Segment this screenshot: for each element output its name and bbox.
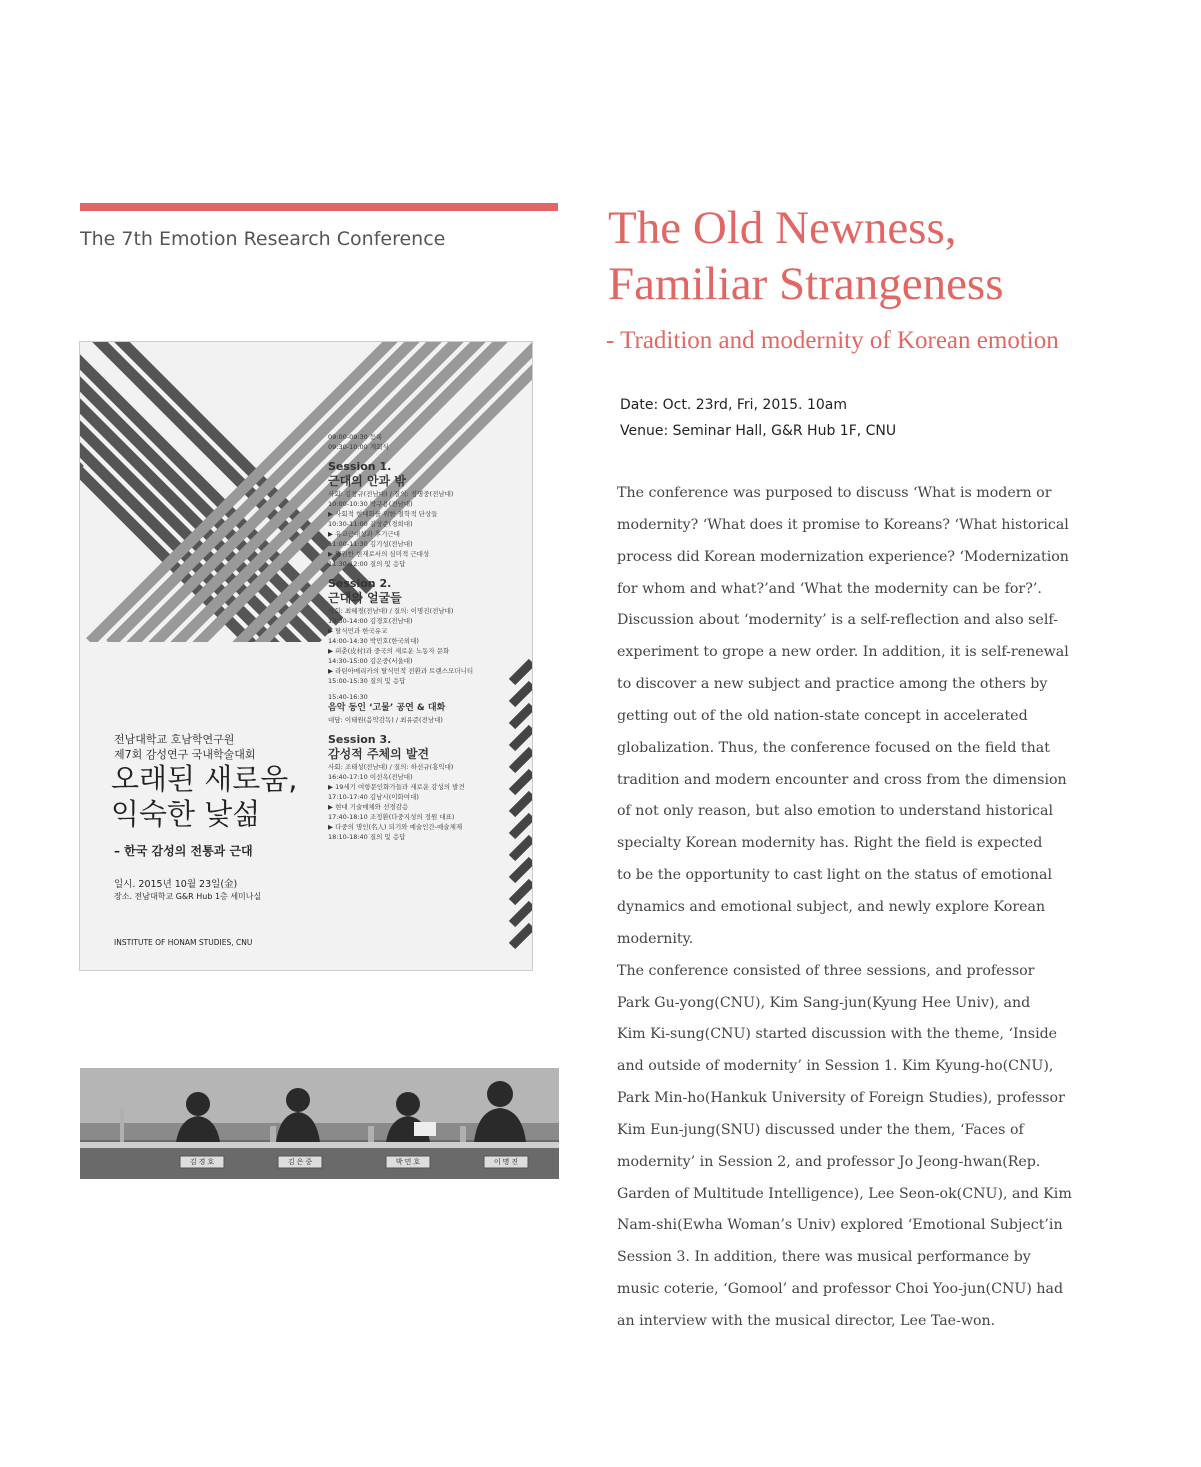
event-date: Date: Oct. 23rd, Fri, 2015. 10am xyxy=(620,397,847,413)
poster-date: 일시. 2015년 10월 23일(金) xyxy=(114,879,238,890)
body-text: The conference was purposed to discuss ‘What is modern or modernity? ‘What does it promise to Koreans? ‘What historical process did Korean modernization experience? ‘Modernization for whom and what?’and ‘What the modernity can be for?’. Discussion about ‘modernity’ is a self-reflection and also self- experiment to grope a new order. In addition, it is self-renewal to discover a new subject and practice among the others by getting out of the old nation-state concept in accelerated globalization. Thus, the conference focused on the field that tradition and modern encounter and cross from the dimension of not only reason, but also emotion to understand historical specialty Korean modernity has. Right the field is expected to be the opportunity to cast light on the status of emotional dynamics and emotional subject, and newly explore Korean modernity. The conference consisted of three sessions, and professor Park Gu-yong(CNU), Kim Sang-jun(Kyung Hee Univ), and Kim Ki-sung(CNU) started discussion with the theme, ‘Inside and outside of modernity’ in Session 1. Kim Kyung-ho(CNU), Park Min-ho(Hankuk University of Foreign Studies), professor Kim Eun-jung(SNU) discussed under the them, ‘Faces of modernity’ in Session 2, and professor Jo Jeong-hwan(Rep. Garden of Multitude Intelligence), Lee Seon-ok(CNU), and Kim Nam-shi(Ewha Woman’s Univ) explored ‘Emotional Subject’in Session 3. In addition, there was musical performance by music coterie, ‘Gomool’ and professor Choi Yoo-jun(CNU) had an interview with the musical director, Lee Tae-won. xyxy=(617,485,1072,1329)
poster-title-2: 익숙한 낯섦 xyxy=(111,797,261,831)
page-subtitle: - Tradition and modernity of Korean emotion xyxy=(606,327,1059,354)
schedule-line: 11:30-12:00 질의 및 응답 xyxy=(328,560,406,568)
poster-place: 장소. 전남대학교 G&R Hub 1층 세미나실 xyxy=(114,892,262,901)
session-label: Session 3. xyxy=(328,733,392,746)
nameplate-3: 박 민 호 xyxy=(395,1159,421,1166)
conference-label: The 7th Emotion Research Conference xyxy=(80,228,446,250)
schedule-line: 대담: 이태원(음악감독) / 최유준(전남대) xyxy=(328,716,443,724)
schedule-line: ▶ 사회적 현대화를 위한 철학적 단상들 xyxy=(328,510,438,518)
schedule-line: ▶ 피춘(皮村)과 중국의 새로운 노동자 문화 xyxy=(328,647,450,655)
schedule-line: ▶ 영원한 현재로서의 심미적 근대성 xyxy=(328,550,430,558)
session-title: 감성적 주체의 발견 xyxy=(328,747,430,761)
schedule-line: 10:00-10:30 박구용(전남대) xyxy=(328,500,413,508)
page-title xyxy=(608,200,1168,312)
session-title: 근대의 얼굴들 xyxy=(328,591,402,605)
poster-footer: INSTITUTE OF HONAM STUDIES, CNU xyxy=(114,938,253,947)
schedule-line: 10:30-11:00 김상준(경희대) xyxy=(328,520,413,528)
session-label: Session 2. xyxy=(328,577,392,590)
schedule-line: 09:30-10:00 개회식 xyxy=(328,443,389,451)
nameplate-1: 김 경 호 xyxy=(189,1159,215,1166)
schedule-line: 사회: 최혜경(전남대) / 질의: 이명진(전남대) xyxy=(328,607,454,615)
title-line-1: The Old Newness, xyxy=(608,202,957,254)
schedule-line: 11:00-11:30 김기성(전남대) xyxy=(328,540,413,548)
conference-poster xyxy=(79,341,533,971)
schedule-line: 15:40-16:30 xyxy=(328,693,368,701)
schedule-line: 09:00-09:30 등록 xyxy=(328,433,383,441)
schedule-line: ▶ 다중의 명인(名人) 되기와 예술인간-예술체제 xyxy=(328,823,463,831)
panel-photo xyxy=(80,1068,559,1179)
accent-rule xyxy=(80,203,558,211)
event-meta xyxy=(620,392,896,444)
schedule-line: ▶ 유교근대성과 후기근대 xyxy=(328,530,400,538)
session-title: 근대의 안과 밖 xyxy=(328,474,406,488)
schedule-line: 16:40-17:10 이선옥(전남대) xyxy=(328,773,413,781)
poster-title-1: 오래된 새로움, xyxy=(111,762,298,796)
event-venue: Venue: Seminar Hall, G&R Hub 1F, CNU xyxy=(620,423,897,439)
schedule-line: 14:30-15:00 김은중(서울대) xyxy=(328,657,413,665)
schedule-line: 17:40-18:10 조정환(다중지성의 정원 대표) xyxy=(328,813,455,821)
title-line-2: Familiar Strangeness xyxy=(608,258,1004,310)
schedule-line: 14:00-14:30 박민호(한국외대) xyxy=(328,637,419,645)
schedule-line: ▶ 라틴아메리카의 탈식민적 전환과 트랜스모더니티 xyxy=(328,667,474,675)
schedule-line: ▶ 탈식민과 한국유교 xyxy=(328,627,388,635)
poster-schedule xyxy=(328,432,508,842)
schedule-line: 사회: 조태성(전남대) / 질의: 하선규(홍익대) xyxy=(328,763,454,771)
poster-institute: 전남대학교 호남학연구원 xyxy=(114,733,235,746)
session-label: Session 1. xyxy=(328,460,392,473)
schedule-line: 17:10-17:40 김남시(이화여대) xyxy=(328,793,419,801)
schedule-line: 13:30-14:00 김경호(전남대) xyxy=(328,617,413,625)
schedule-line: 18:10-18:40 질의 및 응답 xyxy=(328,833,406,841)
schedule-line: ▶ 현대 기술매체와 선경감응 xyxy=(328,803,409,811)
schedule-line: 사회: 김창규(전남대) / 질의: 정명중(전남대) xyxy=(328,490,454,498)
music-title: 음악 동인 ‘고물’ 공연 & 대화 xyxy=(328,703,446,713)
poster-subtitle: – 한국 감성의 전통과 근대 xyxy=(114,844,253,858)
schedule-line: ▶ 19세기 여항문인화가들과 새로운 감성의 발견 xyxy=(328,783,465,791)
poster-conference: 제7회 감성연구 국내학술대회 xyxy=(114,748,256,761)
nameplate-4: 이 명 진 xyxy=(493,1159,519,1166)
schedule-line: 15:00-15:30 질의 및 응답 xyxy=(328,677,406,685)
nameplate-2: 김 은 중 xyxy=(287,1159,313,1166)
